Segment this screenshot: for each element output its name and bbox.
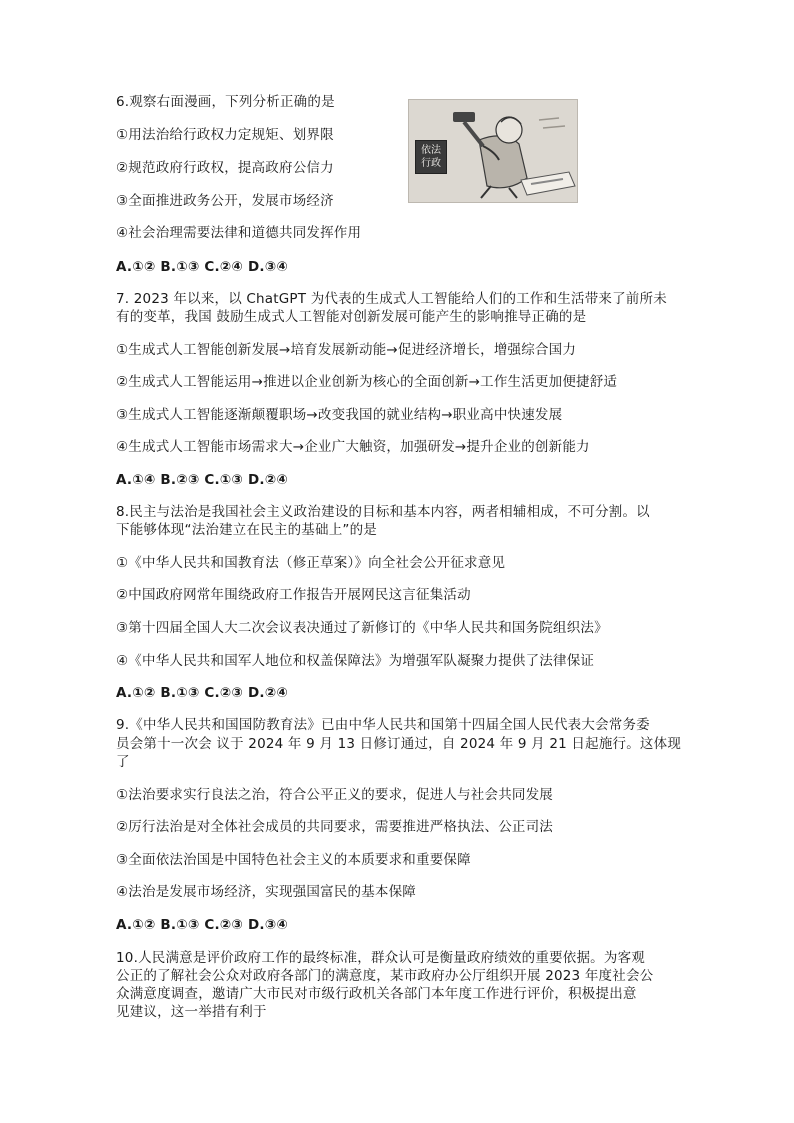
- q6-item-3: ③全面推进政务公开，发展市场经济: [116, 193, 334, 209]
- q8-item-1: ①《中华人民共和国教育法（修正草案）》向全社会公开征求意见: [116, 555, 506, 571]
- q9-item-1: ①法治要求实行良法之治，符合公平正义的要求，促进人与社会共同发展: [116, 787, 554, 803]
- q9-item-3: ③全面依法治国是中国特色社会主义的本质要求和重要保障: [116, 852, 471, 868]
- q8-item-2: ②中国政府网常年围绕政府工作报告开展网民这言征集活动: [116, 587, 471, 603]
- q9-item-4: ④法治是发展市场经济，实现强国富民的基本保障: [116, 884, 417, 900]
- q7-item-2: ②生成式人工智能运用→推进以企业创新为核心的全面创新→工作生活更加便捷舒适: [116, 374, 618, 390]
- q8-stem-line-1: 8.民主与法治是我国社会主义政治建设的目标和基本内容，两者相辅相成，不可分割。以: [116, 504, 650, 520]
- q6-options: A.①② B.①③ C.②④ D.③④: [116, 259, 288, 275]
- q7-stem-line-2: 有的变革，我国 鼓励生成式人工智能对创新发展可能产生的影响推导正确的是: [116, 309, 587, 325]
- q9-item-2: ②厉行法治是对全体社会成员的共同要求，需要推进严格执法、公正司法: [116, 819, 554, 835]
- q6-cartoon-image: [408, 99, 578, 203]
- q6-stem: 6.观察右面漫画，下列分析正确的是: [116, 94, 335, 110]
- q10-stem-line-3: 众满意度调查，邀请广大市民对市级行政机关各部门本年度工作进行评价，积极提出意: [116, 986, 637, 1002]
- q9-stem-line-1: 9.《中华人民共和国国防教育法》已由中华人民共和国第十四届全国人民代表大会常务委: [116, 717, 650, 733]
- q7-stem-line-1: 7. 2023 年以来，以 ChatGPT 为代表的生成式人工智能给人们的工作和生活带来了前所未: [116, 291, 667, 307]
- q9-options: A.①② B.①③ C.②③ D.③④: [116, 917, 288, 933]
- q8-options: A.①② B.①③ C.②③ D.②④: [116, 685, 288, 701]
- q6-item-2: ②规范政府行政权，提高政府公信力: [116, 160, 334, 176]
- q9-stem-line-2: 员会第十一次会 议于 2024 年 9 月 13 日修订通过，自 2024 年 9 月 21 日起施行。这体现: [116, 736, 682, 752]
- q9-stem-line-3: 了: [116, 754, 130, 770]
- q10-stem-line-2: 公正的了解社会公众对政府各部门的满意度，某市政府办公厅组织开展 2023 年度社会公: [116, 968, 654, 984]
- q8-stem-line-2: 下能够体现“法治建立在民主的基础上”的是: [116, 522, 377, 538]
- q7-options: A.①④ B.②③ C.①③ D.②④: [116, 472, 288, 488]
- q10-stem-line-4: 见建议，这一举措有利于: [116, 1004, 267, 1020]
- q7-item-1: ①生成式人工智能创新发展→培育发展新动能→促进经济增长，增强综合国力: [116, 342, 577, 358]
- q6-cartoon-sign-line-2: 行政: [421, 158, 441, 169]
- q7-item-4: ④生成式人工智能市场需求大→企业广大触资，加强研发→提升企业的创新能力: [116, 439, 590, 455]
- q6-item-4: ④社会治理需要法律和道德共同发挥作用: [116, 225, 362, 241]
- q8-item-3: ③第十四届全国人大二次会议表决通过了新修订的《中华人民共和国务院组织法》: [116, 620, 608, 636]
- q10-stem-line-1: 10.人民满意是评价政府工作的最终标准，群众认可是衡量政府绩效的重要依据。为客观: [116, 950, 645, 966]
- q7-item-3: ③生成式人工智能逐渐颠覆职场→改变我国的就业结构→职业高中快速发展: [116, 407, 563, 423]
- q8-item-4: ④《中华人民共和国军人地位和权盖保障法》为增强军队凝聚力提供了法律保证: [116, 653, 595, 669]
- q6-cartoon-sign: [415, 140, 447, 174]
- q6-cartoon-sign-line-1: 依法: [421, 145, 441, 156]
- q6-item-1: ①用法治给行政权力定规矩、划界限: [116, 127, 334, 143]
